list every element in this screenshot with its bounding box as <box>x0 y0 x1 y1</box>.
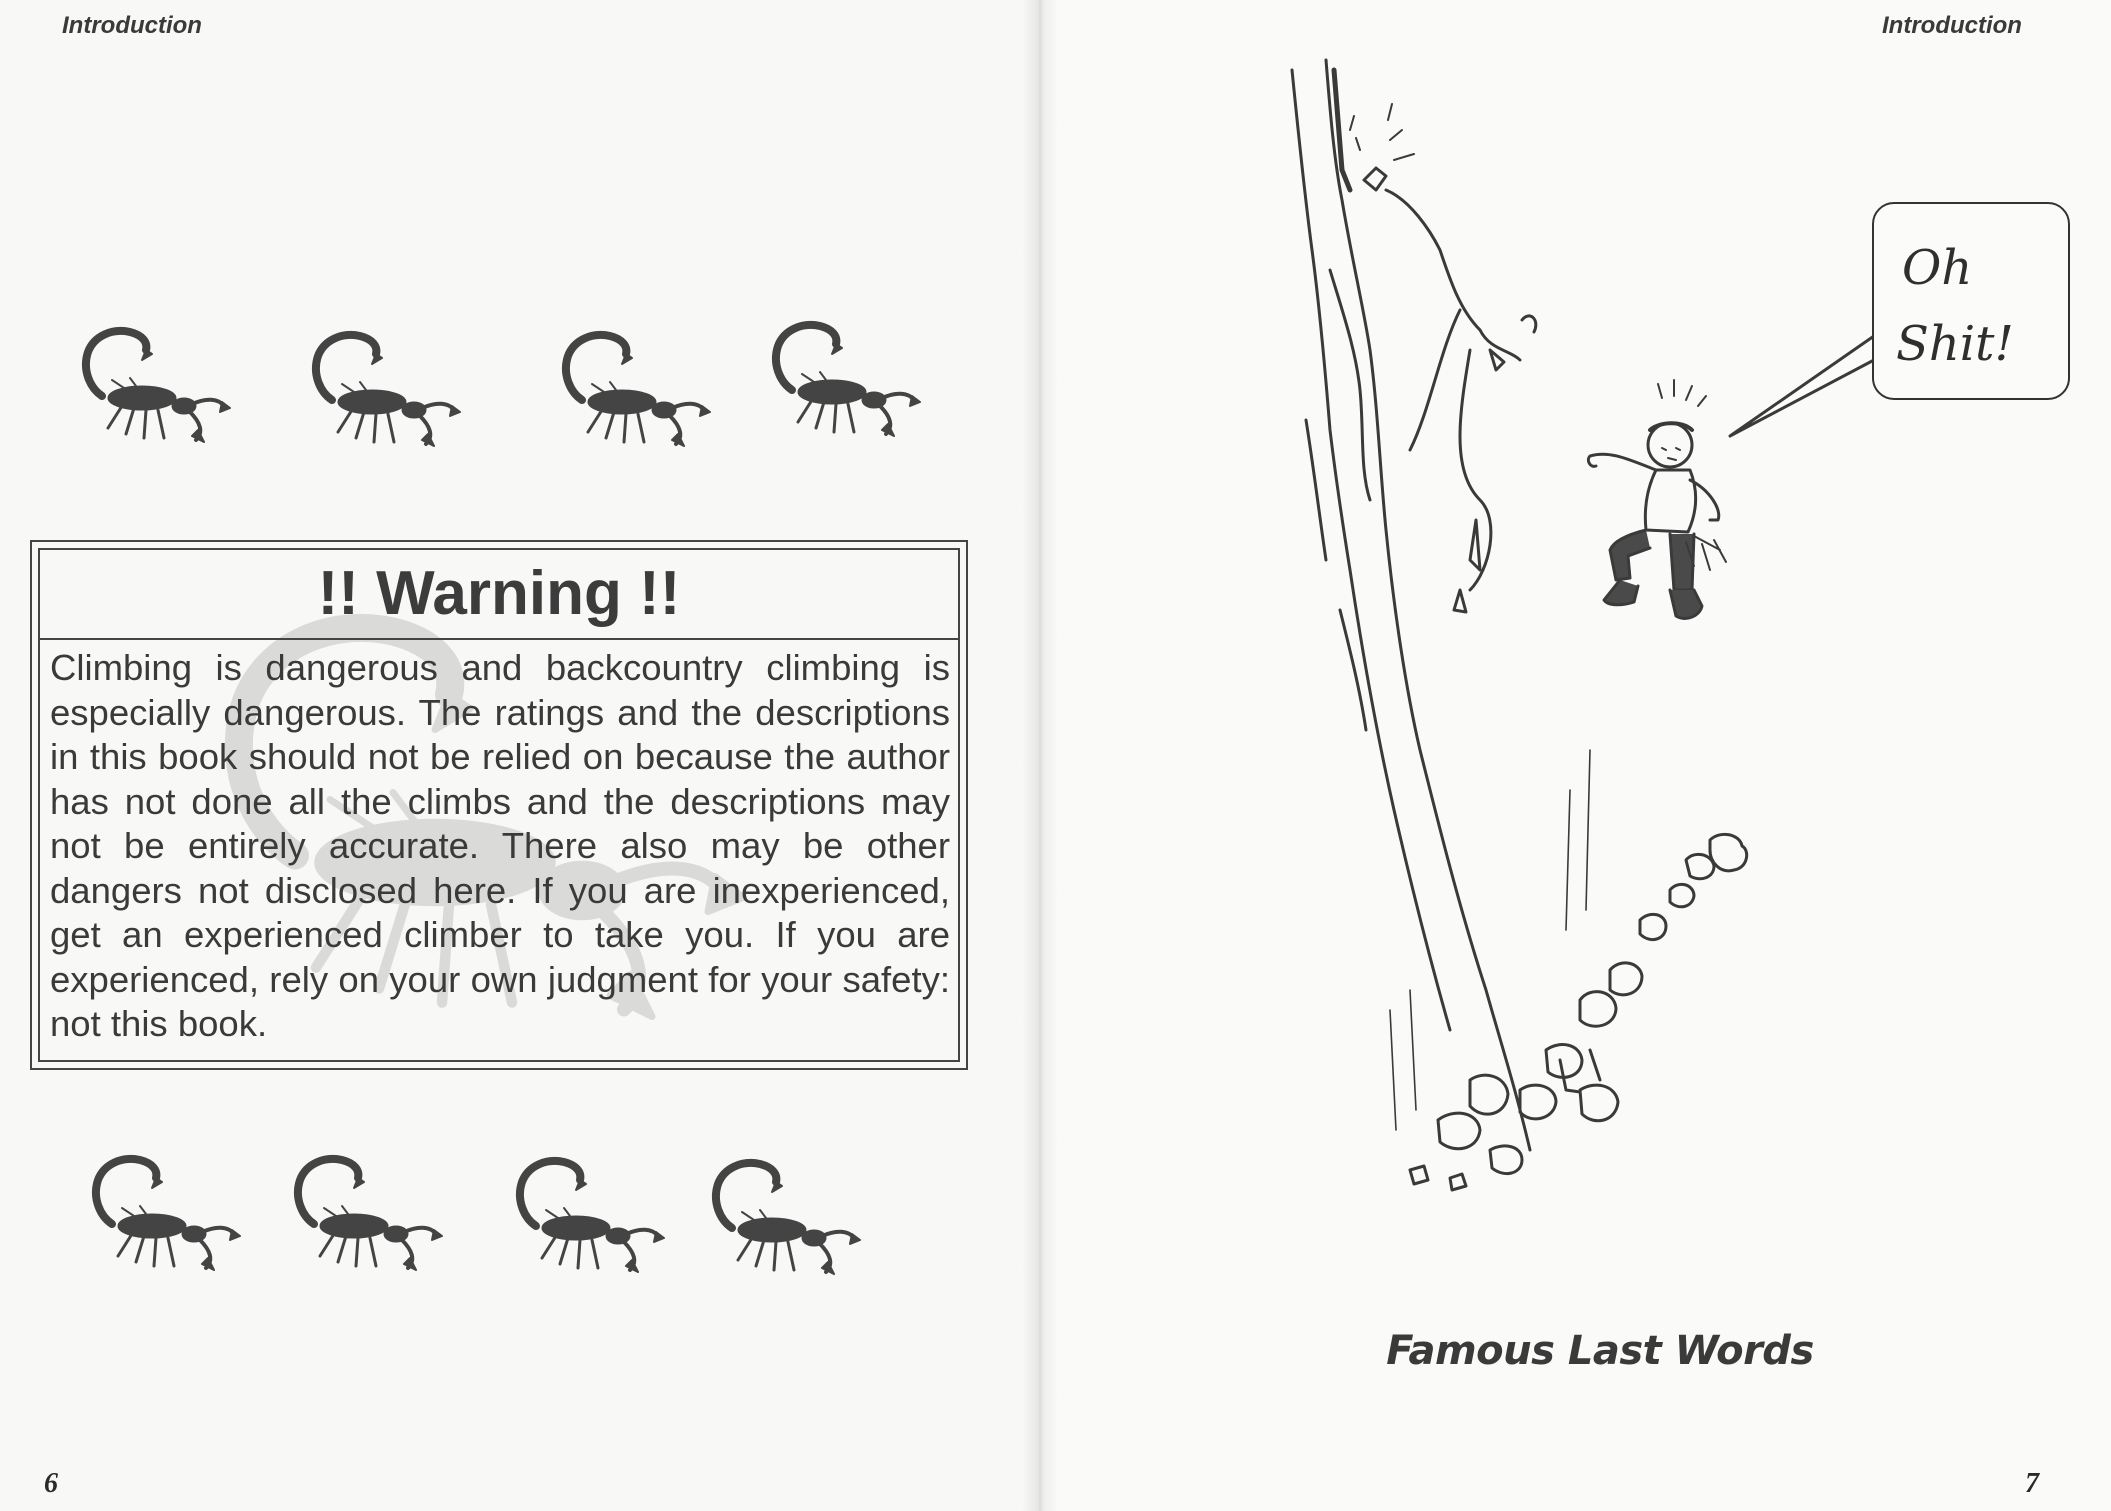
scorpion-icon <box>506 1148 666 1278</box>
scorpion-icon <box>762 312 922 442</box>
scorpion-icon <box>302 322 462 452</box>
left-page <box>0 0 1040 1511</box>
scorpion-icon <box>552 322 712 452</box>
left-running-head: Introduction <box>62 12 202 39</box>
scorpion-icon <box>72 318 232 448</box>
scorpion-icon <box>702 1150 862 1280</box>
warning-body: Climbing is dangerous and backcountry climbing is especially dangerous. The ratings and the descriptions in this book should not be relied on because the author has not done all the climbs and the descriptions may not be entirely accurate. There also may be other dangers not disclosed here. If you are inexperienced, get an experienced climber to take you. If you are experienced, rely on your own judgment for your safety: not this book. <box>50 647 950 1044</box>
falling-climber-illustration <box>1290 50 1890 1210</box>
warning-inner-frame <box>38 548 960 1062</box>
book-gutter-shadow <box>1022 0 1058 1511</box>
left-page-number: 6 <box>44 1468 58 1499</box>
speech-bubble-line-1: Oh <box>1902 240 1973 296</box>
warning-box <box>30 540 968 1070</box>
speech-bubble-line-2: Shit! <box>1896 316 2014 372</box>
right-page-number: 7 <box>2025 1468 2039 1499</box>
scorpion-icon <box>82 1146 242 1276</box>
warning-title: !! Warning !! <box>40 550 958 640</box>
illustration-caption: Famous Last Words <box>1386 1328 1814 1374</box>
right-running-head: Introduction <box>1882 12 2022 39</box>
speech-bubble <box>1872 202 2070 400</box>
scorpion-icon <box>284 1146 444 1276</box>
